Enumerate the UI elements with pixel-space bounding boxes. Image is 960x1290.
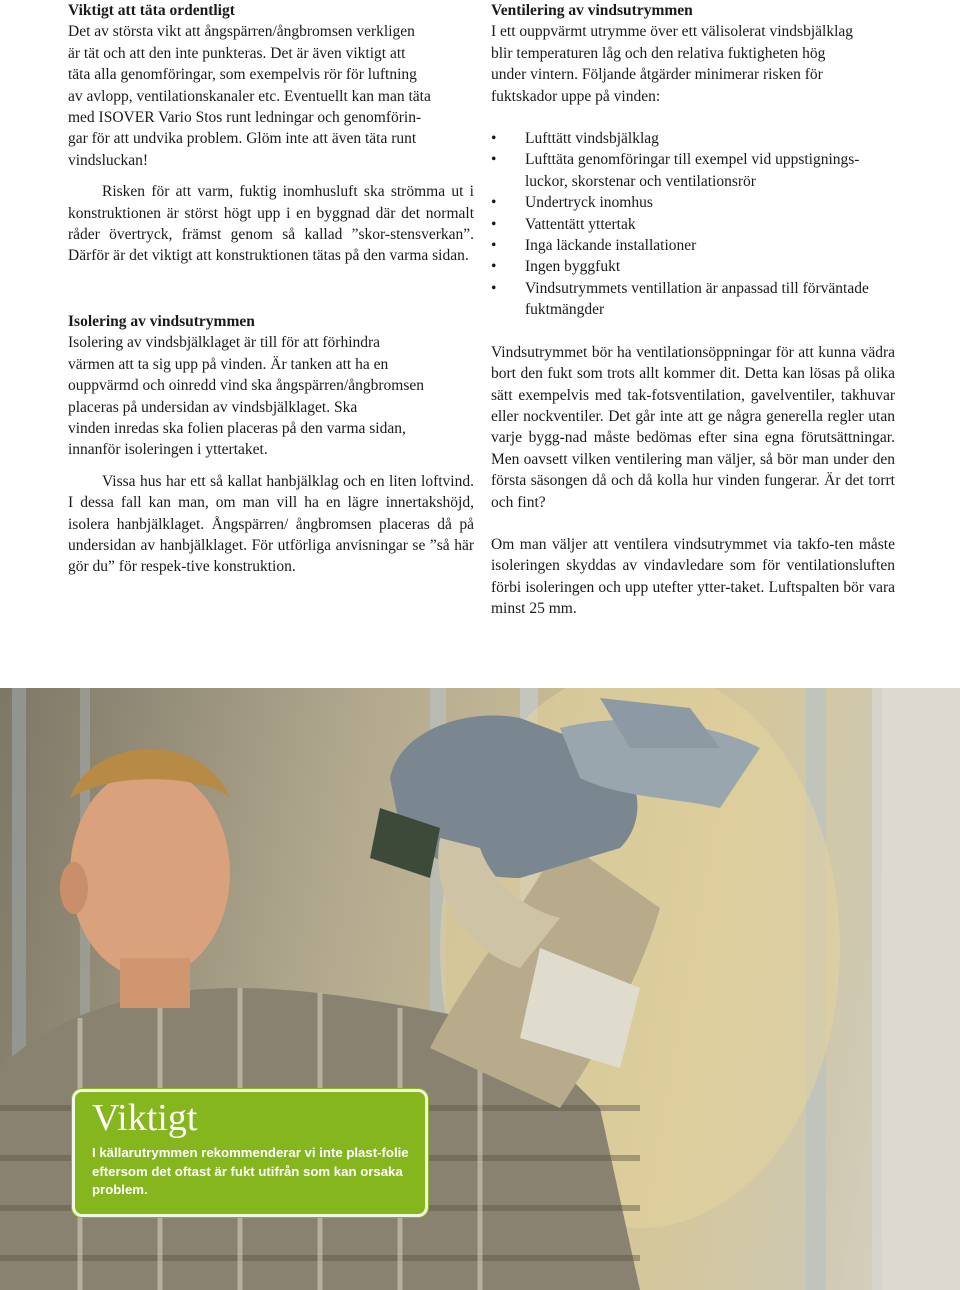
text-line: under vintern. Följande åtgärder minimerar risken för — [491, 66, 823, 84]
callout-title: Viktigt — [92, 1097, 198, 1139]
list-item: • Ingen byggfukt — [491, 256, 895, 277]
bullet-icon: • — [491, 258, 497, 276]
paragraph-risken: Risken för att varm, fuktig inomhusluft ska strömma ut i konstruktionen är störst högt upp i en byggnad där det normalt råder övertryck, främst genom så kallad ”skor-stensverkan”. Därför är det viktigt att konstruktionen tätas på den varma sidan. — [68, 183, 474, 265]
text-line: med ISOVER Vario Stos runt ledningar och genomförin- — [68, 109, 422, 127]
bullet-icon: • — [491, 194, 497, 212]
heading-ventilering: Ventilering av vindsutrymmen — [491, 2, 693, 19]
text-line: vindsluckan! — [68, 151, 149, 169]
text-line: innanför isoleringen i yttertaket. — [68, 441, 268, 459]
bullet-icon: • — [491, 151, 497, 169]
text-line: Det av största vikt att ångspärren/ångbromsen verkligen — [68, 23, 415, 41]
text-line: värmen att ta sig upp på vinden. Är tanken att ha en — [68, 355, 389, 373]
bullet-icon: • — [491, 279, 497, 297]
text-line: I ett ouppvärmt utrymme över ett välisolerat vindsbjälklag — [491, 23, 854, 41]
measures-list — [491, 128, 895, 321]
list-item: • Vindsutrymmets ventillation är anpassad till förväntade fuktmängder — [491, 279, 869, 319]
text-line: blir temperaturen låg och den relativa fuktigheten hög — [491, 44, 826, 62]
list-item: • Undertryck inomhus — [491, 192, 895, 213]
list-item: • Lufttätt vindsbjälklag — [491, 128, 895, 149]
text-line: Isolering av vindsbjälklaget är till för att förhindra — [68, 334, 381, 352]
paragraph-isolering — [68, 332, 474, 460]
text-line: gar för att undvika problem. Glöm inte att även täta runt — [68, 130, 417, 148]
list-item: • Inga läckande installationer — [491, 235, 895, 256]
text-line: är tät och att den inte punkteras. Det är även viktigt att — [68, 44, 406, 62]
paragraph-oppningar: Vindsutrymmet bör ha ventilationsöppningar för att kunna vädra bort den fukt som trots allt kommer dit. Detta kan lösas på olika sätt exempelvis med tak-fotsventilation, gavelventiler, takhuvar eller nockventiler. Det går inte att ge några generella regler utan varje bygg-nad måste bedömas efter sina egna förutsättningar. Men oavsett vilken ventilering man väljer, så bör man under den första säsongen då och då kolla hur vinden fungerar. Är det torrt och fint? — [491, 343, 895, 511]
viktigt-callout — [72, 1089, 428, 1217]
callout-text: I källarutrymmen rekommenderar vi inte plast-folie eftersom det oftast är fukt utifrån som kan orsaka problem. — [92, 1145, 409, 1197]
paragraph-takfot: Om man väljer att ventilera vindsutrymmet via takfo-ten måste isoleringen skyddas av vindavledare som för ventilationsluften förbi isoleringen och upp utefter ytter-taket. Luftspalten bör vara minst 25 mm. — [491, 535, 895, 618]
list-item: • Lufttäta genomföringar till exempel vid uppstignings-luckor, skorstenar och ventilationsrör — [491, 151, 860, 190]
paragraph-hanbjalklag: Vissa hus har ett så kallat hanbjälklag och en liten loftvind. I dessa fall kan man, om man vill ha en lägre innertakshöjd, isolera hanbjälklaget. Ångspärren/ ångbromsen placeras då på undersidan av hanbjälklaget. För utförliga anvisningar se ”så här gör du” för respek-tive konstruktion. — [68, 472, 474, 576]
text-line: ouppvärmd och oinredd vind ska ångspärren/ångbromsen — [68, 377, 424, 395]
right-column — [491, 0, 895, 620]
bullet-icon: • — [491, 237, 497, 255]
left-column — [68, 0, 474, 578]
text-line: täta alla genomföringar, som exempelvis rör för luftning — [68, 66, 417, 84]
heading-tata-ordentligt: Viktigt att täta ordentligt — [68, 2, 235, 19]
bullet-icon: • — [491, 130, 497, 148]
list-item: • Vattentätt yttertak — [491, 214, 895, 235]
text-line: placeras på undersidan av vindsbjälklaget. Ska — [68, 398, 358, 416]
bullet-icon: • — [491, 215, 497, 233]
text-line: fuktskador uppe på vinden: — [491, 87, 661, 105]
text-line: vinden inredas ska folien placeras på den varma sidan, — [68, 419, 406, 437]
heading-isolering: Isolering av vindsutrymmen — [68, 312, 255, 330]
text-line: av avlopp, ventilationskanaler etc. Eventuellt kan man täta — [68, 87, 431, 105]
paragraph-ventilering — [491, 21, 895, 107]
paragraph-tata — [68, 21, 474, 171]
